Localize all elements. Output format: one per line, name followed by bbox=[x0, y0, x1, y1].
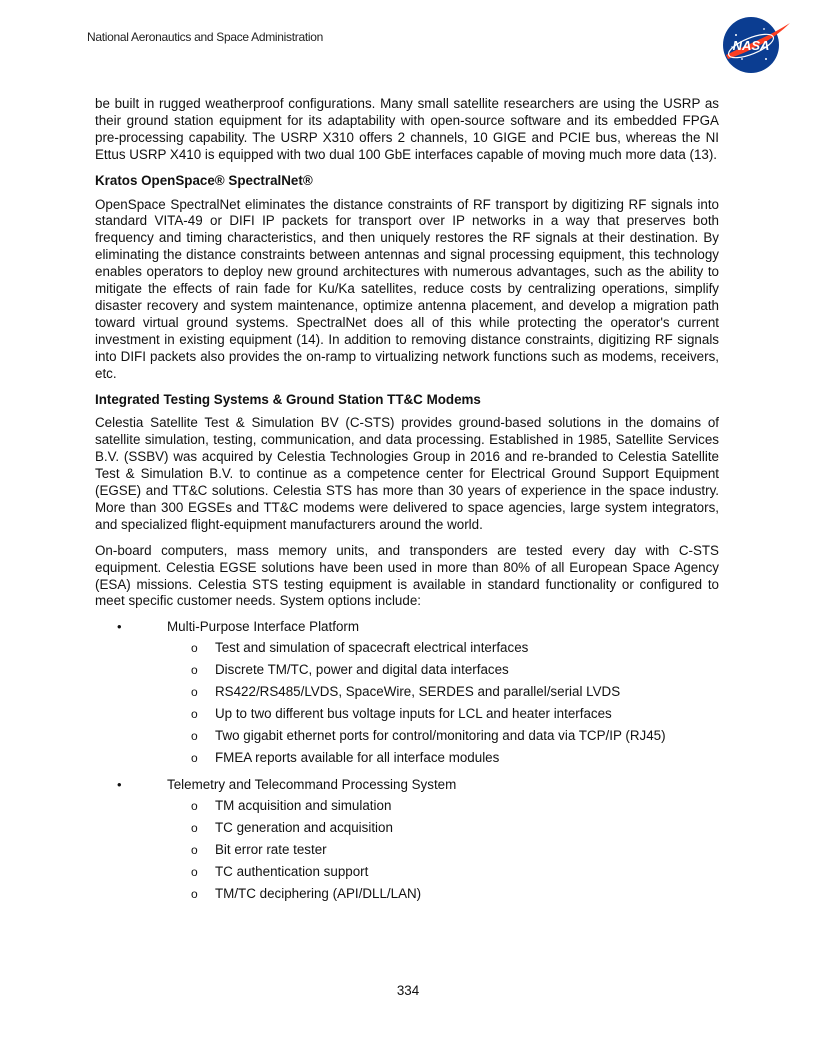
circle-bullet-icon: o bbox=[191, 685, 198, 700]
list-item bbox=[95, 777, 719, 907]
circle-bullet-icon: o bbox=[191, 865, 198, 880]
bullet-icon: • bbox=[117, 777, 122, 793]
bullet-icon: • bbox=[117, 619, 122, 635]
sub-list-item bbox=[167, 863, 719, 885]
sub-item-text: TM acquisition and simulation bbox=[215, 798, 392, 814]
sub-list-item bbox=[167, 727, 719, 749]
kratos-paragraph: OpenSpace SpectralNet eliminates the distance constraints of RF transport by digitizing RF signals into standard VITA-49 or DIFI IP packets for transport over IP networks in a way that preserves both frequency and timing characteristics, and then uniquely restores the RF signals at their destination. By eliminating the distance constraints between antennas and signal processing equipment, this technology enables operators to deploy new ground architectures with numerous advantages, such as the ability to mitigate the effects of rain fade for Ku/Ka satellites, reduce costs by centralizing operations, simplify disaster recovery and system maintenance, optimize antenna placement, and develop a migration path toward virtual ground systems. SpectralNet does all of this while protecting the operator's current investment in existing equipment (14). In addition to removing distance constraints, digitizing RF signals into DIFI packets also provides the on-ramp to virtualizing network functions such as modems, receivers, etc. bbox=[95, 196, 719, 381]
nasa-logo bbox=[720, 15, 792, 75]
system-options-list bbox=[95, 619, 719, 907]
sub-item-text: RS422/RS485/LVDS, SpaceWire, SERDES and parallel/serial LVDS bbox=[215, 684, 621, 700]
page-number: 334 bbox=[396, 983, 420, 998]
circle-bullet-icon: o bbox=[191, 663, 198, 678]
list-item-label: Multi-Purpose Interface Platform bbox=[167, 619, 360, 635]
sub-item-text: Discrete TM/TC, power and digital data interfaces bbox=[215, 662, 509, 678]
page-content bbox=[95, 96, 719, 913]
sub-list bbox=[167, 639, 719, 771]
circle-bullet-icon: o bbox=[191, 843, 198, 858]
circle-bullet-icon: o bbox=[191, 729, 198, 744]
sub-list bbox=[167, 797, 719, 907]
circle-bullet-icon: o bbox=[191, 821, 198, 836]
sub-list-item bbox=[167, 661, 719, 683]
sub-list-item bbox=[167, 705, 719, 727]
circle-bullet-icon: o bbox=[191, 887, 198, 902]
sub-list-item bbox=[167, 841, 719, 863]
sub-list-item bbox=[167, 819, 719, 841]
sub-list-item bbox=[167, 683, 719, 705]
kratos-heading: Kratos OpenSpace® SpectralNet® bbox=[95, 172, 313, 188]
list-item bbox=[95, 619, 719, 771]
sub-item-text: TC generation and acquisition bbox=[215, 820, 393, 836]
sub-item-text: Up to two different bus voltage inputs for LCL and heater interfaces bbox=[215, 706, 612, 722]
celestia-paragraph: Celestia Satellite Test & Simulation BV (C-STS) provides ground-based solutions in the domains of satellite simulation, testing, communication, and data processing. Established in 1985, Satellite Services B.V. (SSBV) was acquired by Celestia Technologies Group in 2016 and re-branded to Celestia Satellite Test & Simulation B.V. to continue as a competence center for Electrical Ground Support Equipment (EGSE) and TT&C solutions. Celestia STS has more than 30 years of experience in the space industry. More than 300 EGSEs and TT&C modems were delivered to space agencies, large system integrators, and specialized flight-equipment manufacturers around the world. bbox=[95, 415, 719, 532]
circle-bullet-icon: o bbox=[191, 751, 198, 766]
sub-item-text: FMEA reports available for all interface modules bbox=[215, 750, 500, 766]
sub-list-item bbox=[167, 885, 719, 907]
sub-list-item bbox=[167, 749, 719, 771]
logo-text: NASA bbox=[732, 38, 770, 53]
onboard-paragraph: On-board computers, mass memory units, and transponders are tested every day with C-STS equipment. Celestia EGSE solutions have been used in more than 80% of all European Space Agency (ESA) missions. Celestia STS testing equipment is available in standard functionality or configured to meet specific customer needs. System options include: bbox=[95, 542, 719, 609]
sub-list-item bbox=[167, 797, 719, 819]
circle-bullet-icon: o bbox=[191, 707, 198, 722]
sub-list-item bbox=[167, 639, 719, 661]
sub-item-text: TC authentication support bbox=[215, 864, 369, 880]
sub-item-text: TM/TC deciphering (API/DLL/LAN) bbox=[215, 886, 422, 902]
circle-bullet-icon: o bbox=[191, 799, 198, 814]
agency-name: National Aeronautics and Space Administration bbox=[87, 30, 323, 44]
sub-item-text: Test and simulation of spacecraft electrical interfaces bbox=[215, 640, 529, 656]
sub-item-text: Bit error rate tester bbox=[215, 842, 327, 858]
its-heading: Integrated Testing Systems & Ground Station TT&C Modems bbox=[95, 391, 481, 407]
list-item-label: Telemetry and Telecommand Processing System bbox=[167, 777, 457, 793]
sub-item-text: Two gigabit ethernet ports for control/monitoring and data via TCP/IP (RJ45) bbox=[215, 728, 666, 744]
circle-bullet-icon: o bbox=[191, 641, 198, 656]
intro-paragraph: be built in rugged weatherproof configurations. Many small satellite researchers are using the USRP as their ground station equipment for its adaptability with open-source software and its embedded FPGA pre-processing capability. The USRP X310 offers 2 channels, 10 GIGE and PCIE bus, whereas the NI Ettus USRP X410 is equipped with two dual 100 GbE interfaces capable of moving much more data (13). bbox=[95, 96, 719, 162]
